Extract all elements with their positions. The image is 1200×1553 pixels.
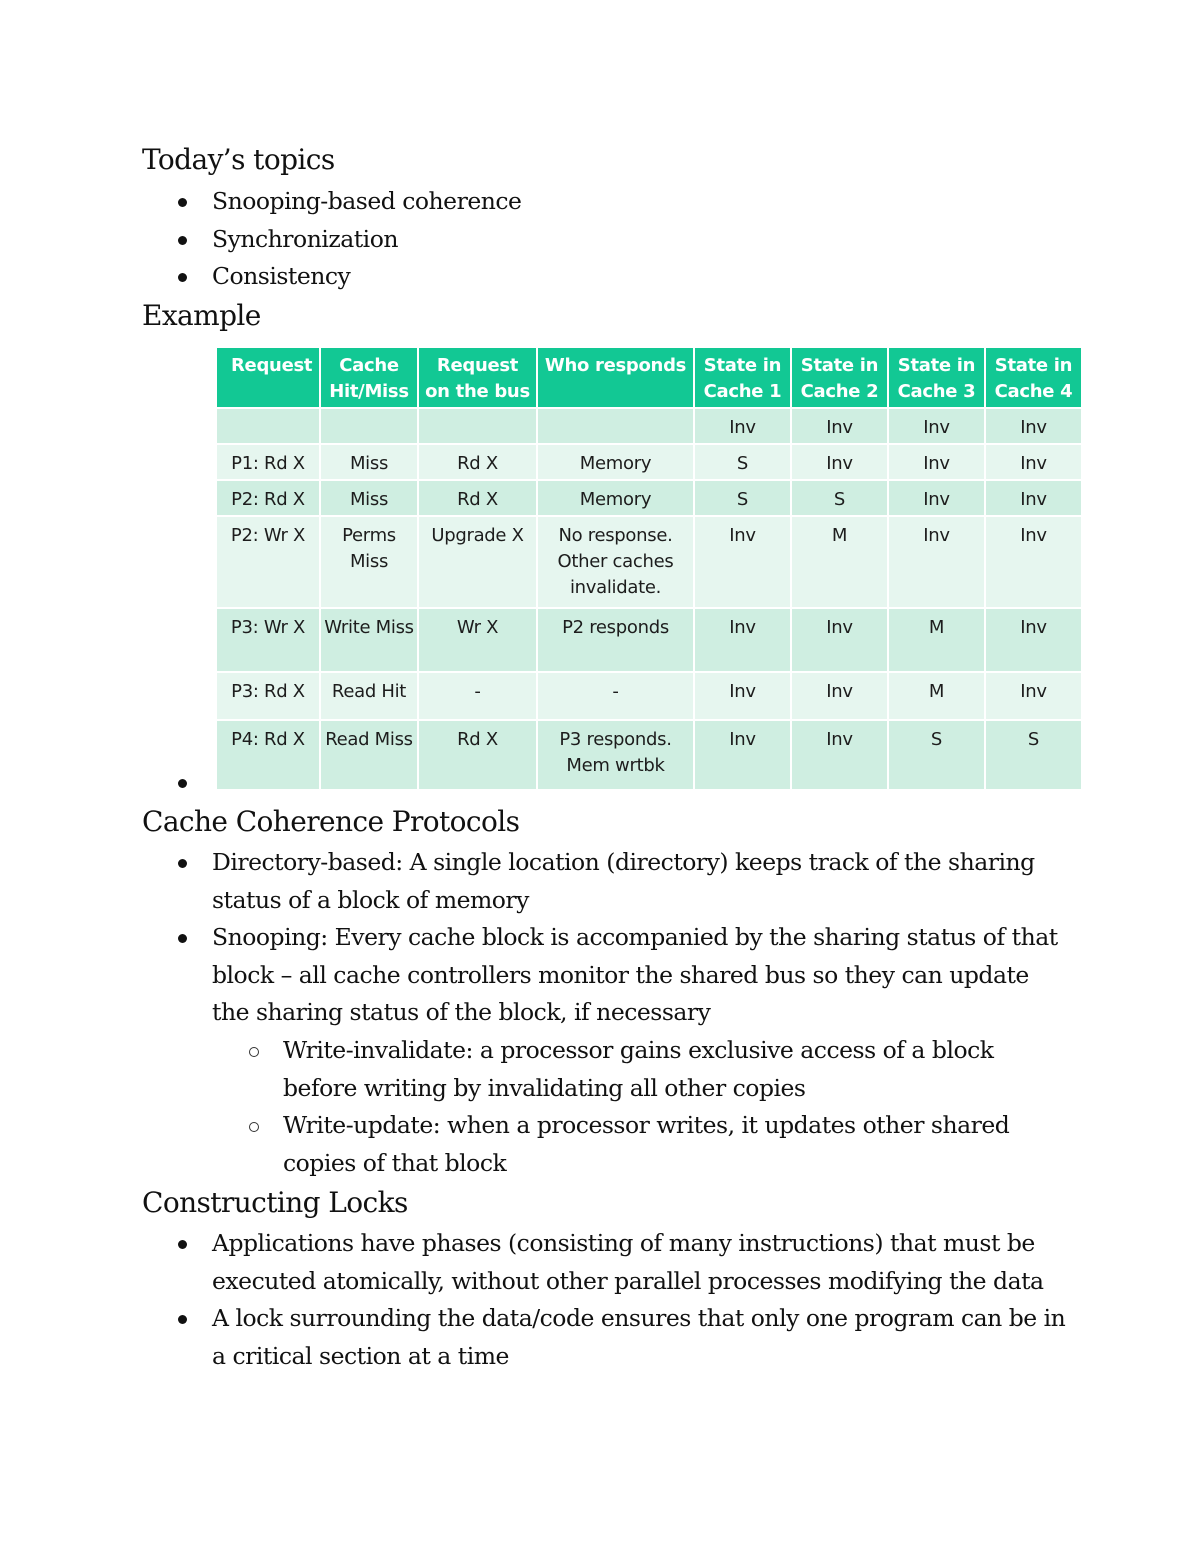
column-header: State in Cache 1 (694, 347, 791, 408)
list-item: A lock surrounding the data/code ensures that only one program can be in a critical section at a time (0, 1300, 1072, 1375)
table-cell: Upgrade X (418, 516, 537, 608)
table-cell (418, 408, 537, 444)
table-cell: Inv (791, 672, 888, 720)
table-cell: S (791, 480, 888, 516)
bullet-icon (178, 273, 187, 282)
list-item: Write-invalidate: a processor gains exclusive access of a block before writing by invalidating all other copies (0, 1032, 1073, 1107)
table-cell: Inv (985, 408, 1082, 444)
table-cell: Read Miss (320, 720, 418, 790)
column-header: Cache Hit/Miss (320, 347, 418, 408)
table-cell: P1: Rd X (216, 444, 320, 480)
table-cell: Inv (694, 672, 791, 720)
table-cell: Inv (791, 408, 888, 444)
table-row (216, 516, 1082, 608)
table-cell: Memory (537, 444, 694, 480)
table-cell: Inv (985, 444, 1082, 480)
table-cell: Wr X (418, 608, 537, 672)
table-cell: Miss (320, 444, 418, 480)
protocols-heading: Cache Coherence Protocols (142, 805, 520, 838)
table-cell: Inv (888, 444, 985, 480)
table-row (216, 672, 1082, 720)
coherence-table (215, 346, 1083, 791)
table-cell: No response. Other caches invalidate. (537, 516, 694, 608)
column-header: State in Cache 4 (985, 347, 1082, 408)
table-cell: Inv (888, 516, 985, 608)
bullet-icon (178, 934, 187, 943)
table-cell: S (888, 720, 985, 790)
table-cell: S (694, 480, 791, 516)
table-cell: P3 responds. Mem wrtbk (537, 720, 694, 790)
table-cell: S (985, 720, 1082, 790)
list-item: Consistency (0, 258, 1072, 296)
table-cell: Inv (985, 480, 1082, 516)
table-cell: Perms Miss (320, 516, 418, 608)
table-cell: P2: Rd X (216, 480, 320, 516)
table-row (216, 408, 1082, 444)
table-cell: Inv (985, 672, 1082, 720)
table-row (216, 444, 1082, 480)
table-cell: S (694, 444, 791, 480)
table-cell: - (537, 672, 694, 720)
table-cell: Inv (985, 516, 1082, 608)
bullet-icon (178, 198, 187, 207)
bullet-icon (178, 859, 187, 868)
column-header: Request (216, 347, 320, 408)
table-header-row (216, 347, 1082, 408)
table-cell: Inv (888, 408, 985, 444)
table-cell: Inv (791, 608, 888, 672)
circle-bullet-icon (249, 1122, 259, 1132)
table-cell: - (418, 672, 537, 720)
table-cell: P4: Rd X (216, 720, 320, 790)
table-cell: P3: Rd X (216, 672, 320, 720)
table-cell: P3: Wr X (216, 608, 320, 672)
topics-heading: Today’s topics (142, 143, 335, 176)
table-cell: M (888, 608, 985, 672)
protocols-list (0, 844, 1073, 1182)
list-item: Write-update: when a processor writes, it updates other shared copies of that block (0, 1107, 1073, 1182)
table-cell: Rd X (418, 444, 537, 480)
table-cell: Rd X (418, 480, 537, 516)
table-cell: Inv (694, 408, 791, 444)
table-cell: Read Hit (320, 672, 418, 720)
list-item: Snooping-based coherence (0, 183, 1072, 221)
list-item: Applications have phases (consisting of many instructions) that must be executed atomically, without other parallel processes modifying the data (0, 1225, 1072, 1300)
list-item: Directory-based: A single location (directory) keeps track of the sharing status of a block of memory (0, 844, 1072, 919)
table-cell: Miss (320, 480, 418, 516)
list-item: Snooping: Every cache block is accompanied by the sharing status of that block – all cache controllers monitor the shared bus so they can update the sharing status of the block, if necessary (0, 919, 1072, 1032)
column-header: Request on the bus (418, 347, 537, 408)
table-cell: P2 responds (537, 608, 694, 672)
table-cell: Inv (791, 444, 888, 480)
column-header: Who responds (537, 347, 694, 408)
table-row (216, 720, 1082, 790)
table-cell: Memory (537, 480, 694, 516)
table-cell: Inv (985, 608, 1082, 672)
table-cell: Rd X (418, 720, 537, 790)
bullet-icon (178, 236, 187, 245)
table-cell: Write Miss (320, 608, 418, 672)
table-cell (537, 408, 694, 444)
example-heading: Example (142, 299, 261, 332)
bullet-icon (178, 1240, 187, 1249)
list-item: Synchronization (0, 221, 1072, 259)
table-cell: Inv (694, 516, 791, 608)
locks-heading: Constructing Locks (142, 1186, 408, 1219)
table-cell (320, 408, 418, 444)
column-header: State in Cache 2 (791, 347, 888, 408)
bullet-icon (178, 1315, 187, 1324)
table-cell: Inv (694, 720, 791, 790)
table-cell: Inv (694, 608, 791, 672)
table-cell: M (791, 516, 888, 608)
table-row (216, 608, 1082, 672)
table-cell (216, 408, 320, 444)
table-cell: Inv (791, 720, 888, 790)
table-cell: P2: Wr X (216, 516, 320, 608)
table-cell: M (888, 672, 985, 720)
table-cell: Inv (888, 480, 985, 516)
table-row (216, 480, 1082, 516)
column-header: State in Cache 3 (888, 347, 985, 408)
circle-bullet-icon (249, 1047, 259, 1057)
topics-list (0, 183, 1072, 296)
locks-list (0, 1225, 1072, 1375)
bullet-icon (178, 779, 187, 788)
